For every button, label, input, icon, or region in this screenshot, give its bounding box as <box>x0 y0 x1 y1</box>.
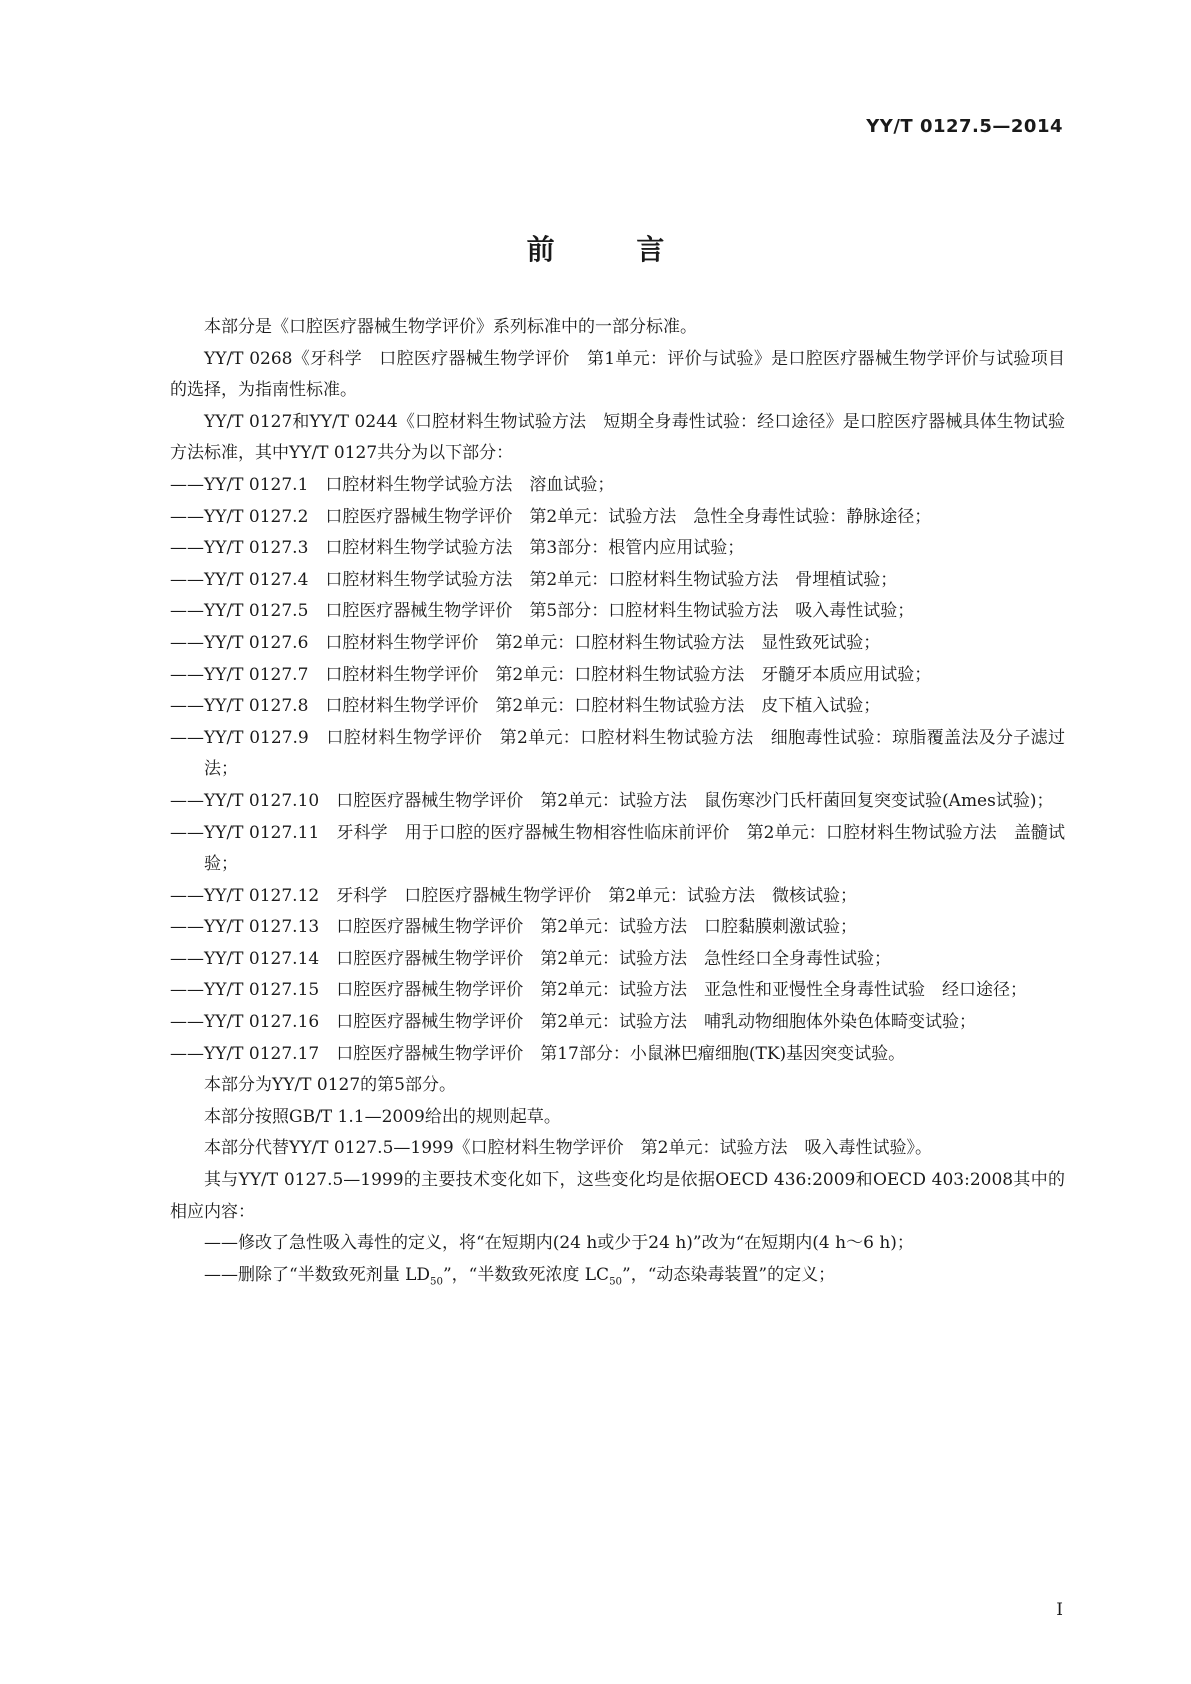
list-item <box>170 1007 1065 1039</box>
subscript: 50 <box>609 1276 623 1288</box>
change-text-prefix: 删除了“半数致死剂量 LD <box>238 1264 431 1285</box>
list-item-text: YY/T 0127.12 牙科学 口腔医疗器械生物学评价 第2单元：试验方法 微核试验； <box>204 885 858 906</box>
dash: —— <box>204 1233 238 1254</box>
paragraph: 本部分为YY/T 0127的第5部分。 <box>204 1075 456 1096</box>
list-item <box>170 691 1065 723</box>
list-item <box>170 786 1065 818</box>
dash: —— <box>170 885 204 906</box>
dash: —— <box>170 538 204 559</box>
dash: —— <box>170 1043 204 1064</box>
change-text: 修改了急性吸入毒性的定义，将“在短期内(24 h或少于24 h)”改为“在短期内(4 h～6 h)； <box>238 1233 914 1254</box>
dash: —— <box>170 917 204 938</box>
list-item-text: YY/T 0127.11 牙科学 用于口腔的医疗器械生物相容性临床前评价 第2单元：口腔材料生物试验方法 盖髓试验； <box>204 822 1065 875</box>
change-item <box>170 1260 1065 1298</box>
paragraph: 本部分代替YY/T 0127.5—1999《口腔材料生物学评价 第2单元：试验方法 吸入毒性试验》。 <box>204 1138 932 1159</box>
dash: —— <box>204 1264 238 1285</box>
change-item <box>170 1228 1065 1260</box>
list-item-text: YY/T 0127.15 口腔医疗器械生物学评价 第2单元：试验方法 亚急性和亚慢性全身毒性试验 经口途径； <box>204 980 1028 1001</box>
list-item-text: YY/T 0127.14 口腔医疗器械生物学评价 第2单元：试验方法 急性经口全身毒性试验； <box>204 948 892 969</box>
list-item-text: YY/T 0127.4 口腔材料生物学试验方法 第2单元：口腔材料生物试验方法 骨埋植试验； <box>204 569 898 590</box>
dash: —— <box>170 506 204 527</box>
page-title: 前 言 <box>526 233 701 266</box>
dash: —— <box>170 790 204 811</box>
list-item <box>170 723 1065 786</box>
standard-code: YY/T 0127.5—2014 <box>866 116 1063 137</box>
list-item <box>170 533 1065 565</box>
list-item-text: YY/T 0127.1 口腔材料生物学试验方法 溶血试验； <box>204 474 615 495</box>
dash: —— <box>170 948 204 969</box>
list-item-text: YY/T 0127.3 口腔材料生物学试验方法 第3部分：根管内应用试验； <box>204 538 745 559</box>
list-item-text: YY/T 0127.8 口腔材料生物学评价 第2单元：口腔材料生物试验方法 皮下植入试验； <box>204 696 881 717</box>
dash: —— <box>170 980 204 1001</box>
list-item-text: YY/T 0127.10 口腔医疗器械生物学评价 第2单元：试验方法 鼠伤寒沙门氏杆菌回复突变试验(Ames试验)； <box>204 790 1054 811</box>
list-item-text: YY/T 0127.6 口腔材料生物学评价 第2单元：口腔材料生物试验方法 显性致死试验； <box>204 632 881 653</box>
dash: —— <box>170 664 204 685</box>
paragraph: YY/T 0268《牙科学 口腔医疗器械生物学评价 第1单元：评价与试验》是口腔医疗器械生物学评价与试验项目的选择，为指南性标准。 <box>170 348 1065 401</box>
subscript: 50 <box>430 1276 443 1288</box>
list-item <box>170 944 1065 976</box>
list-item-text: YY/T 0127.17 口腔医疗器械生物学评价 第17部分：小鼠淋巴瘤细胞(TK)基因突变试验。 <box>204 1043 906 1064</box>
list-item <box>170 565 1065 597</box>
dash: —— <box>170 822 204 843</box>
dash: —— <box>170 727 204 748</box>
list-item-text: YY/T 0127.9 口腔材料生物学评价 第2单元：口腔材料生物试验方法 细胞毒性试验：琼脂覆盖法及分子滤过法； <box>204 727 1065 780</box>
dash: —— <box>170 632 204 653</box>
list-item-text: YY/T 0127.2 口腔医疗器械生物学评价 第2单元：试验方法 急性全身毒性试验：静脉途径； <box>204 506 932 527</box>
list-item <box>170 596 1065 628</box>
list-item-text: YY/T 0127.7 口腔材料生物学评价 第2单元：口腔材料生物试验方法 牙髓牙本质应用试验； <box>204 664 932 685</box>
list-item-text: YY/T 0127.5 口腔医疗器械生物学评价 第5部分：口腔材料生物试验方法 吸入毒性试验； <box>204 601 915 622</box>
paragraph: 本部分按照GB/T 1.1—2009给出的规则起草。 <box>204 1106 561 1127</box>
dash: —— <box>170 569 204 590</box>
foreword-body <box>170 312 1065 1298</box>
list-item-text: YY/T 0127.13 口腔医疗器械生物学评价 第2单元：试验方法 口腔黏膜刺激试验； <box>204 917 858 938</box>
dash: —— <box>170 601 204 622</box>
list-item <box>170 1039 1065 1071</box>
list-item <box>170 502 1065 534</box>
list-item <box>170 912 1065 944</box>
list-item <box>170 818 1065 881</box>
dash: —— <box>170 474 204 495</box>
parts-list <box>170 470 1065 1070</box>
change-text-suffix: ”，“动态染毒装置”的定义； <box>622 1264 836 1285</box>
list-item <box>170 660 1065 692</box>
dash: —— <box>170 1012 204 1033</box>
paragraph: 本部分是《口腔医疗器械生物学评价》系列标准中的一部分标准。 <box>204 317 697 337</box>
list-item <box>170 975 1065 1007</box>
page-number: I <box>1056 1600 1063 1620</box>
paragraph: 其与YY/T 0127.5—1999的主要技术变化如下，这些变化均是依据OECD 436:2009和OECD 403:2008其中的相应内容： <box>170 1170 1065 1222</box>
list-item-text: YY/T 0127.16 口腔医疗器械生物学评价 第2单元：试验方法 哺乳动物细胞体外染色体畸变试验； <box>204 1012 977 1033</box>
list-item <box>170 628 1065 660</box>
list-item <box>170 881 1065 913</box>
dash: —— <box>170 696 204 717</box>
list-item <box>170 470 1065 502</box>
paragraph: YY/T 0127和YY/T 0244《口腔材料生物试验方法 短期全身毒性试验：经口途径》是口腔医疗器械具体生物试验方法标准，其中YY/T 0127共分为以下部分： <box>170 411 1065 464</box>
change-text-mid: ”，“半数致死浓度 LC <box>442 1264 610 1285</box>
